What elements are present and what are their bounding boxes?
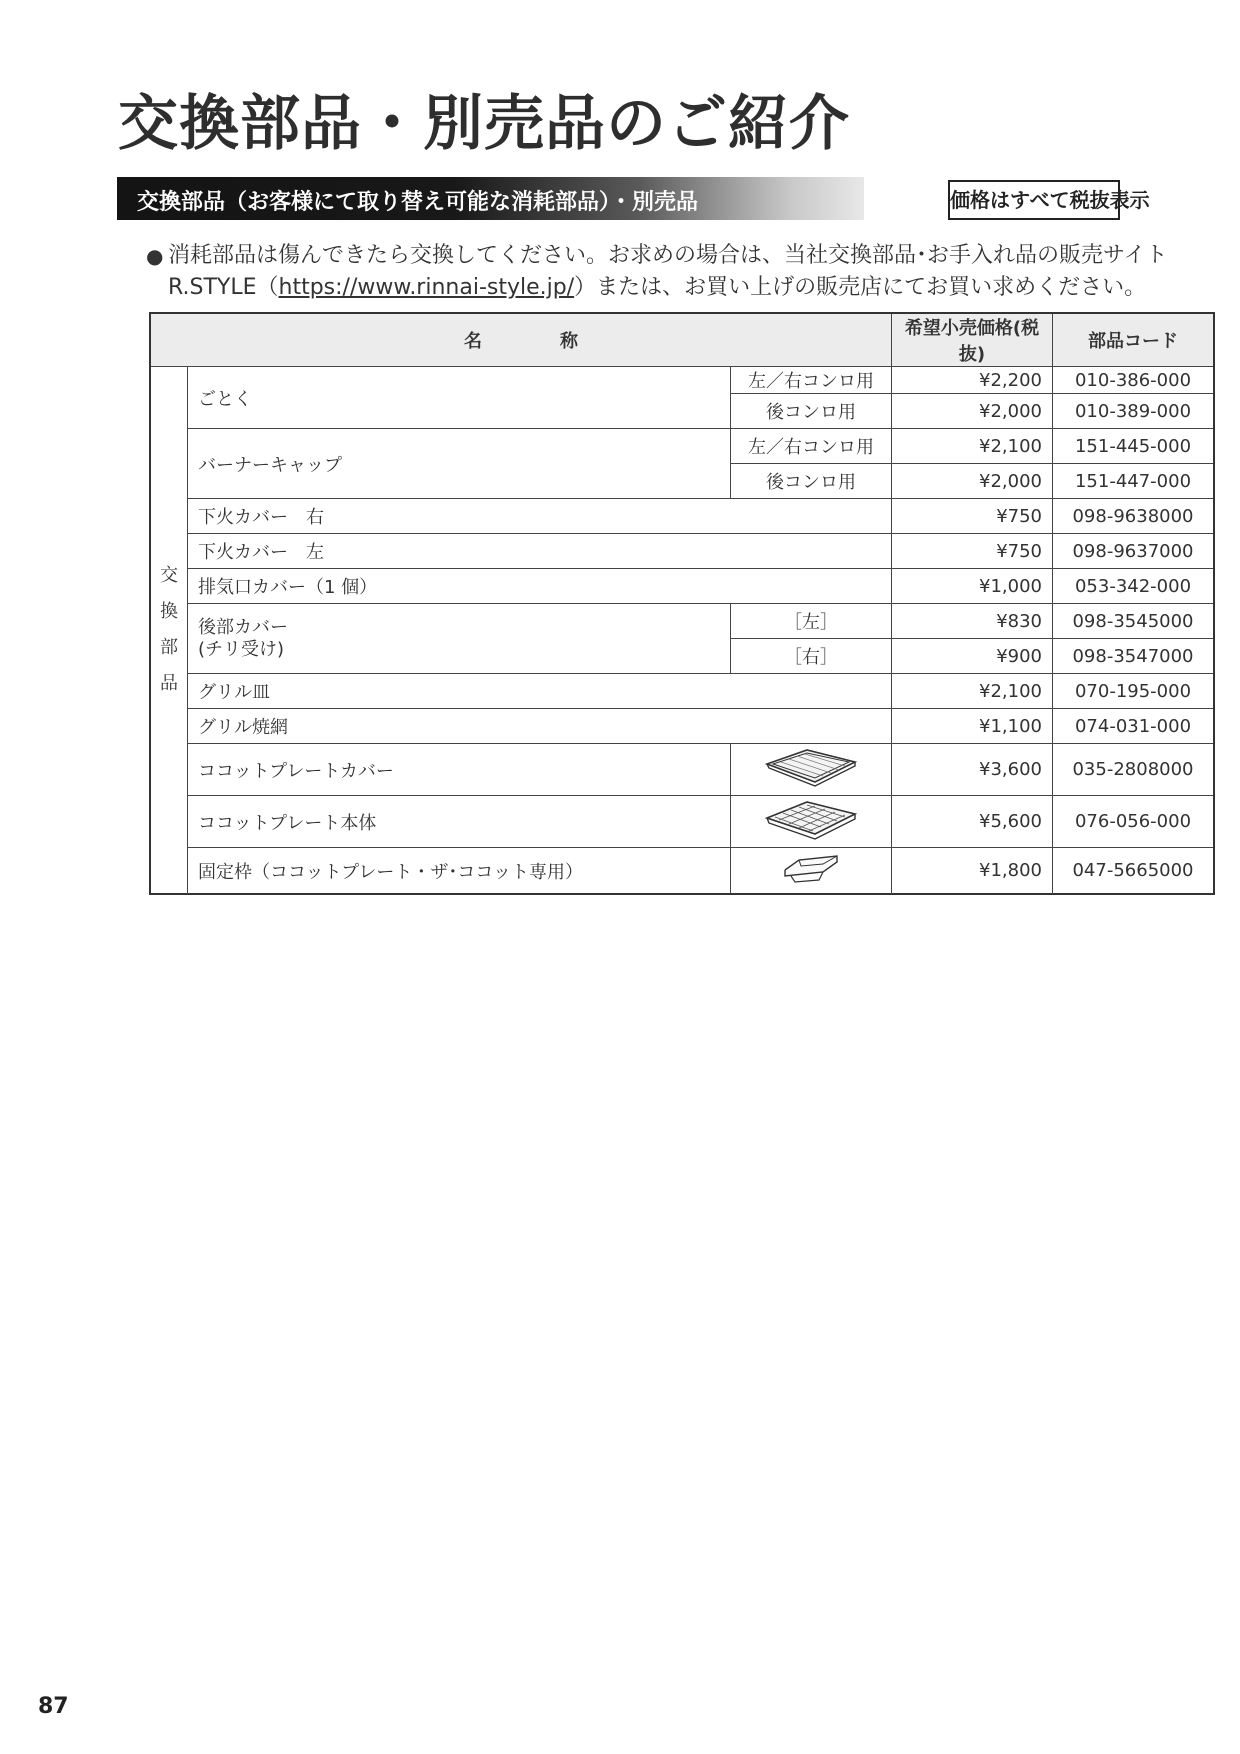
- section-heading: 交換部品（お客様にて取り替え可能な消耗部品）・別売品: [137, 190, 699, 215]
- notice-line-1: 消耗部品は傷んできたら交換してください。お求めの場合は、当社交換部品･お手入れ品の販売サイト: [168, 243, 1168, 268]
- part-price: ¥750: [892, 499, 1053, 534]
- part-name-line: (チリ受け): [198, 638, 285, 660]
- part-name-line: 後部カバー: [198, 616, 288, 638]
- part-code: 010-389-000: [1053, 394, 1215, 429]
- part-price: ¥750: [892, 534, 1053, 569]
- part-variant: 左／右コンロ用: [731, 429, 892, 464]
- part-price: ¥830: [892, 604, 1053, 639]
- category-char: 換: [160, 601, 178, 622]
- table-row: [150, 674, 1214, 709]
- category-label: [150, 367, 188, 895]
- header-price: 希望小売価格(税抜): [892, 313, 1053, 367]
- part-name: 固定枠（ココットプレート・ザ･ココット専用）: [188, 848, 731, 895]
- table-row: [150, 499, 1214, 534]
- tax-note-box: 価格はすべて税抜表示: [948, 180, 1120, 220]
- part-name: バーナーキャップ: [188, 429, 731, 499]
- category-char: 交: [160, 565, 178, 586]
- table-row: [150, 534, 1214, 569]
- table-row: [150, 744, 1214, 796]
- part-code: 035-2808000: [1053, 744, 1215, 796]
- part-price: ¥3,600: [892, 744, 1053, 796]
- part-price: ¥1,000: [892, 569, 1053, 604]
- bullet-icon: ●: [146, 244, 164, 268]
- part-price: ¥5,600: [892, 796, 1053, 848]
- part-variant: 左／右コンロ用: [731, 367, 892, 394]
- part-name: 排気口カバー（1 個）: [188, 569, 892, 604]
- table-row: [150, 848, 1214, 895]
- part-price: ¥1,100: [892, 709, 1053, 744]
- category-char: 品: [160, 673, 178, 694]
- part-name: ココットプレート本体: [188, 796, 731, 848]
- part-variant: ［左］: [731, 604, 892, 639]
- header-name: 名 称: [150, 313, 892, 367]
- part-name: [188, 604, 731, 674]
- part-code: 151-447-000: [1053, 464, 1215, 499]
- part-code: 076-056-000: [1053, 796, 1215, 848]
- part-code: 053-342-000: [1053, 569, 1215, 604]
- section-heading-bar: [117, 177, 864, 220]
- header-code: 部品コード: [1053, 313, 1215, 367]
- part-variant: 後コンロ用: [731, 394, 892, 429]
- notice-line-2-prefix: R.STYLE（: [168, 275, 279, 300]
- part-price: ¥2,100: [892, 674, 1053, 709]
- part-name: 下火カバー 左: [188, 534, 892, 569]
- part-price: ¥2,100: [892, 429, 1053, 464]
- table-row: [150, 796, 1214, 848]
- part-name: ココットプレートカバー: [188, 744, 731, 796]
- part-code: 098-3545000: [1053, 604, 1215, 639]
- part-name: グリル皿: [188, 674, 892, 709]
- part-price: ¥1,800: [892, 848, 1053, 895]
- part-code: 151-445-000: [1053, 429, 1215, 464]
- part-code: 098-9637000: [1053, 534, 1215, 569]
- cocotte-cover-icon: [763, 746, 859, 788]
- fixing-frame-icon: [779, 850, 843, 886]
- part-price: ¥2,200: [892, 367, 1053, 394]
- part-variant: ［右］: [731, 639, 892, 674]
- cocotte-plate-icon: [763, 798, 859, 840]
- table-row: [150, 367, 1214, 394]
- category-char: 部: [160, 637, 178, 658]
- part-image-cell: [731, 796, 892, 848]
- table-row: [150, 709, 1214, 744]
- part-name: グリル焼網: [188, 709, 892, 744]
- part-name: 下火カバー 右: [188, 499, 892, 534]
- part-code: 098-9638000: [1053, 499, 1215, 534]
- part-price: ¥2,000: [892, 464, 1053, 499]
- table-header-row: [150, 313, 1214, 367]
- part-code: 070-195-000: [1053, 674, 1215, 709]
- part-name: ごとく: [188, 367, 731, 429]
- part-variant: 後コンロ用: [731, 464, 892, 499]
- part-code: 047-5665000: [1053, 848, 1215, 895]
- rstyle-link[interactable]: https://www.rinnai-style.jp/: [278, 275, 575, 300]
- part-code: 098-3547000: [1053, 639, 1215, 674]
- part-image-cell: [731, 744, 892, 796]
- page-title: 交換部品・別売品のご紹介: [118, 89, 850, 159]
- table-row: [150, 429, 1214, 464]
- notice-line-2-suffix: ）または、お買い上げの販売店にてお買い求めください。: [574, 275, 1147, 300]
- part-code: 074-031-000: [1053, 709, 1215, 744]
- part-image-cell: [731, 848, 892, 895]
- part-code: 010-386-000: [1053, 367, 1215, 394]
- parts-table: [149, 312, 1215, 895]
- notice-line-2: [168, 272, 1146, 304]
- table-row: [150, 604, 1214, 639]
- part-price: ¥2,000: [892, 394, 1053, 429]
- table-row: [150, 569, 1214, 604]
- page-number: 87: [38, 1694, 69, 1719]
- part-price: ¥900: [892, 639, 1053, 674]
